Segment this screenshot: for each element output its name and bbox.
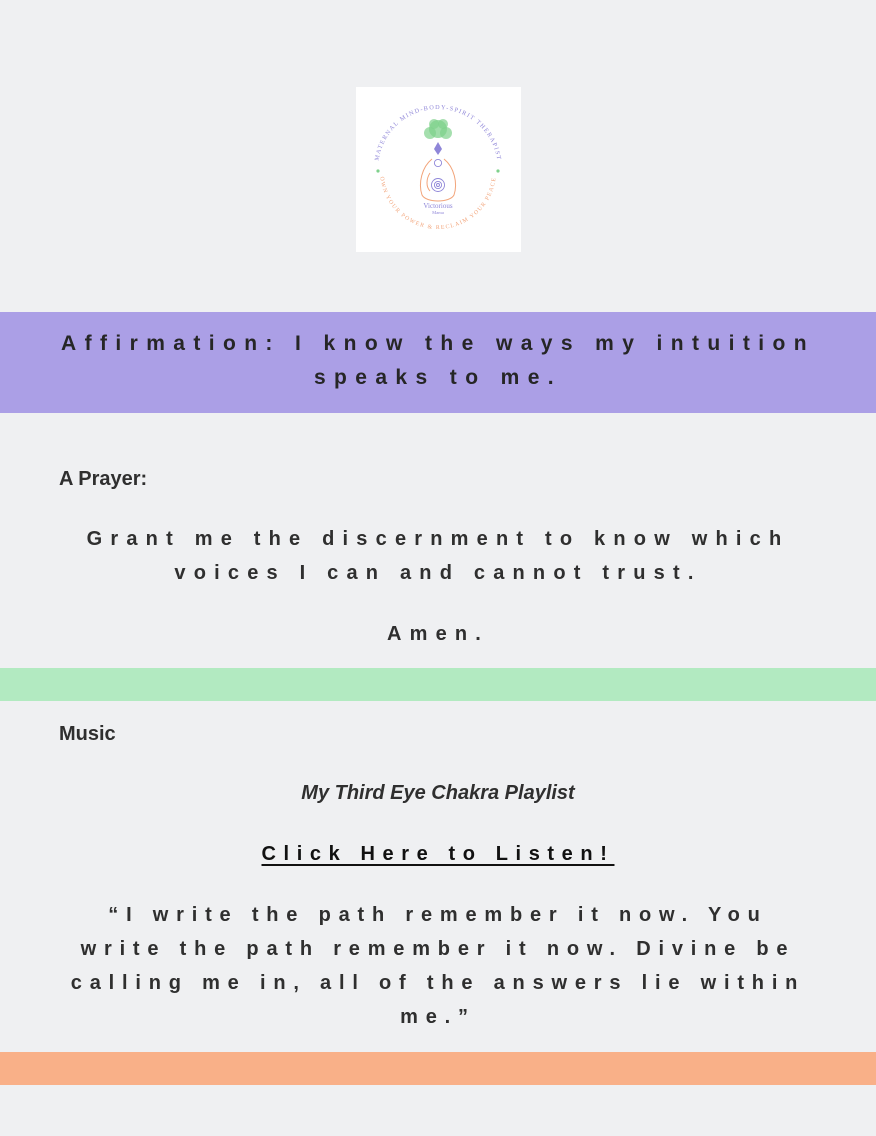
divider-orange bbox=[0, 1052, 876, 1085]
logo-brand-line2: Mama bbox=[432, 210, 444, 215]
divider-green bbox=[0, 668, 876, 701]
logo-brand-line1: Victorious bbox=[423, 202, 453, 210]
lyric-quote: “I write the path remember it now. You write the path remember it now. Divine be calling me in, all of the answers lie within me.” bbox=[70, 904, 806, 1028]
pregnant-woman-icon bbox=[420, 142, 455, 201]
prayer-label: A Prayer: bbox=[59, 468, 148, 490]
playlist-title: My Third Eye Chakra Playlist bbox=[301, 782, 575, 804]
logo-ring-text-top: MATERNAL MIND-BODY-SPIRIT THERAPIST bbox=[373, 103, 503, 162]
music-label: Music bbox=[59, 723, 116, 745]
prayer-body: Grant me the discernment to know which voices I can and cannot trust. bbox=[86, 528, 790, 584]
victorious-mama-logo bbox=[356, 87, 521, 252]
listen-link[interactable]: Click Here to Listen! bbox=[261, 843, 615, 865]
listen-link-wrap bbox=[0, 843, 876, 866]
tree-icon bbox=[424, 119, 452, 139]
logo-ring-text-bottom: OWN YOUR POWER & RECLAIM YOUR PEACE bbox=[378, 176, 498, 232]
prayer-closing: Amen. bbox=[386, 623, 490, 645]
affirmation-text: Affirmation: I know the ways my intuition speaks to me. bbox=[61, 332, 815, 389]
